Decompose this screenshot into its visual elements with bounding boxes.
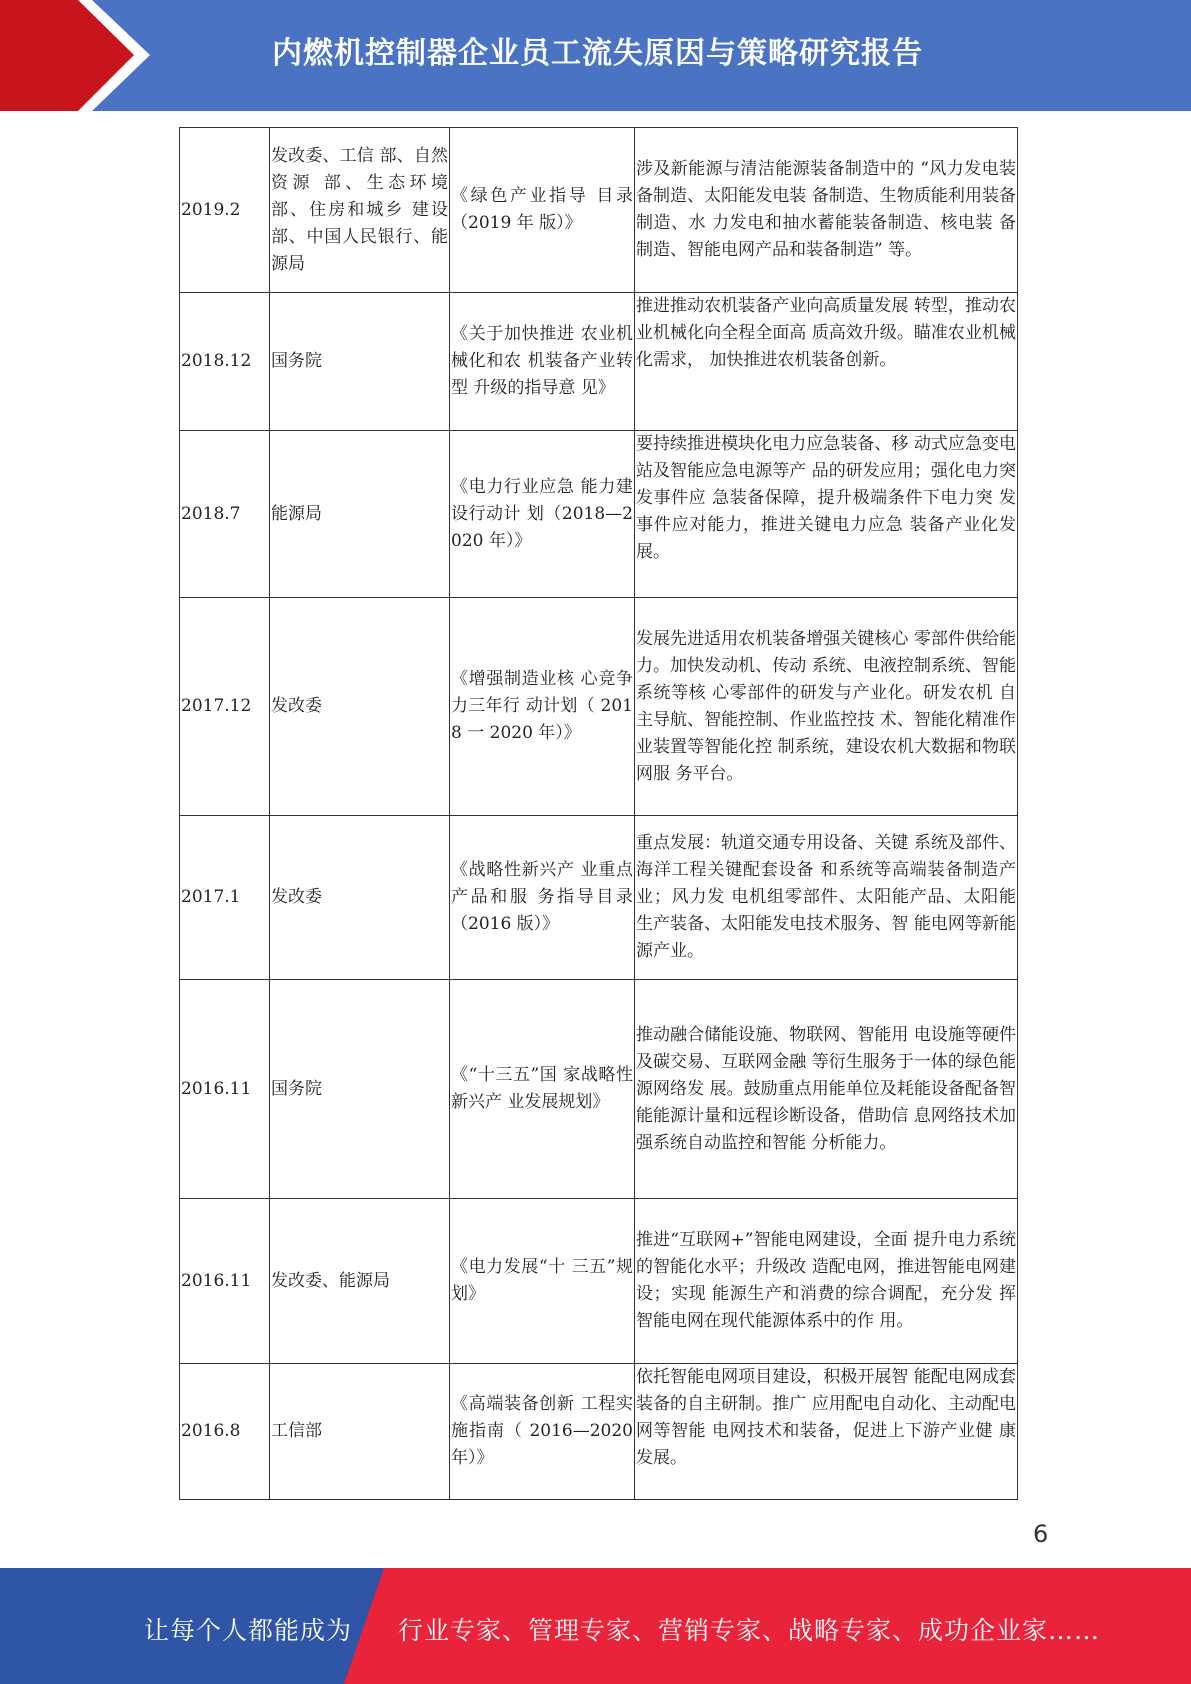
cell-content: 涉及新能源与清洁能源装备制造中的 “风力发电装备制造、太阳能发电装 备制造、生物质能利用装备制造、水 力发电和抽水蓄能装备制造、核电装 备制造、智能电网产品和装备制造” 等。 [635,128,1018,293]
table-row [180,293,1018,431]
cell-department: 发改委、能源局 [270,1199,450,1364]
cell-document: 《绿色产业指导 目录（2019 年 版）》 [450,128,635,293]
cell-department: 发改委、工信 部、自然资源 部、生态环境 部、住房和城乡 建设部、中国人民银行、能源局 [270,128,450,293]
footer-slogan-left: 让每个人都能成为 [144,1616,353,1645]
cell-date: 2017.12 [180,598,270,816]
cell-department: 发改委 [270,816,450,980]
cell-date: 2017.1 [180,816,270,980]
cell-date: 2016.11 [180,1199,270,1364]
cell-content: 推进推动农机装备产业向高质量发展 转型，推动农业机械化向全程全面高 质高效升级。瞄准农业机械化需求， 加快推进农机装备创新。 [635,293,1018,431]
cell-content: 推进“互联网+”智能电网建设，全面 提升电力系统的智能化水平；升级改 造配电网，推进智能电网建设；实现 能源生产和消费的综合调配，充分发 挥智能电网在现代能源体系中的作 用。 [635,1199,1018,1364]
cell-document: 《“十三五”国 家战略性新兴产 业发展规划》 [450,980,635,1199]
cell-content: 发展先进适用农机装备增强关键核心 零部件供给能力。加快发动机、传动 系统、电液控制系统、智能系统等核 心零部件的研发与产业化。研发农机 自主导航、智能控制、作业监控技 术、智能化精准作业装置等智能化控 制系统，建设农机大数据和物联网服 务平台。 [635,598,1018,816]
cell-department: 国务院 [270,980,450,1199]
cell-date: 2018.12 [180,293,270,431]
cell-date: 2016.8 [180,1364,270,1500]
cell-date: 2016.11 [180,980,270,1199]
cell-department: 能源局 [270,431,450,598]
table-row [180,598,1018,816]
table-row [180,431,1018,598]
header-arrow-decoration [0,0,160,111]
cell-date: 2018.7 [180,431,270,598]
footer-slogan-right: 行业专家、管理专家、营销专家、战略专家、成功企业家…… [398,1616,1101,1645]
cell-document: 《战略性新兴产 业重点产品和服 务指导目录（2016 版）》 [450,816,635,980]
cell-document: 《关于加快推进 农业机械化和农 机装备产业转型 升级的指导意 见》 [450,293,635,431]
cell-date: 2019.2 [180,128,270,293]
cell-department: 发改委 [270,598,450,816]
document-title: 内燃机控制器企业员工流失原因与策略研究报告 [272,36,923,71]
table-row [180,980,1018,1199]
cell-department: 国务院 [270,293,450,431]
table-row [180,128,1018,293]
cell-document: 《电力行业应急 能力建设行动计 划（2018—2020 年）》 [450,431,635,598]
cell-department: 工信部 [270,1364,450,1500]
cell-content: 推动融合储能设施、物联网、智能用 电设施等硬件及碳交易、互联网金融 等衍生服务于一体的绿色能源网络发 展。鼓励重点用能单位及耗能设备配备智 能能源计量和远程诊断设备，借助信 息网络技术加强系统自动监控和智能 分析能力。 [635,980,1018,1199]
table-row [180,1364,1018,1500]
table-row [180,816,1018,980]
cell-content: 重点发展：轨道交通专用设备、关键 系统及部件、海洋工程关键配套设备 和系统等高端装备制造产业；风力发 电机组零部件、太阳能产品、太阳能 生产装备、太阳能发电技术服务、智 能电网等新能源产业。 [635,816,1018,980]
table-row [180,1199,1018,1364]
page-footer [0,1568,1191,1684]
policy-table [179,127,1016,1500]
cell-document: 《电力发展“十 三五”规划》 [450,1199,635,1364]
page-header [0,0,1191,111]
cell-document: 《高端装备创新 工程实施指南（ 2016—2020 年）》 [450,1364,635,1500]
cell-document: 《增强制造业核 心竞争力三年行 动计划（ 2018 一 2020 年）》 [450,598,635,816]
page-number: 6 [1033,1520,1049,1548]
cell-content: 要持续推进模块化电力应急装备、移 动式应急变电站及智能应急电源等产 品的研发应用；强化电力突发事件应 急装备保障，提升极端条件下电力突 发事件应对能力，推进关键电力应急 装备产业化发展。 [635,431,1018,598]
cell-content: 依托智能电网项目建设，积极开展智 能配电网成套装备的自主研制。推广 应用配电自动化、主动配电网等智能 电网技术和装备，促进上下游产业健 康发展。 [635,1364,1018,1500]
